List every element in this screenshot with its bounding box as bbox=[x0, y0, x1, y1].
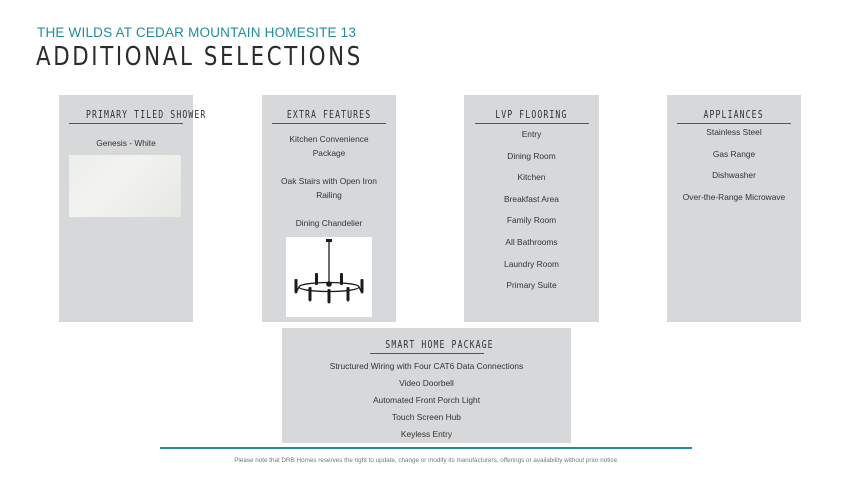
extra-item: Dining Chandelier bbox=[295, 218, 363, 228]
card-heading: APPLIANCES bbox=[677, 109, 791, 124]
card-extra-features bbox=[262, 95, 396, 322]
card-lvp-flooring bbox=[464, 95, 599, 322]
lvp-item: Laundry Room bbox=[504, 258, 559, 269]
card-heading: EXTRA FEATURES bbox=[272, 109, 386, 124]
extra-item: Railing bbox=[316, 190, 342, 200]
card-heading: PRIMARY TILED SHOWER bbox=[69, 109, 183, 124]
extra-item: Oak Stairs with Open Iron bbox=[281, 176, 377, 186]
smart-item: Structured Wiring with Four CAT6 Data Connections bbox=[329, 361, 524, 371]
smart-item: Automated Front Porch Light bbox=[372, 395, 481, 405]
card-heading: LVP FLOORING bbox=[475, 109, 589, 124]
card-primary-tiled-shower bbox=[59, 95, 207, 322]
lvp-item: Breakfast Area bbox=[504, 193, 559, 204]
extra-item: Kitchen Convenience bbox=[289, 134, 369, 144]
chandelier-icon bbox=[286, 237, 372, 317]
tile-swatch-image bbox=[69, 155, 181, 217]
card-smart-home-package bbox=[282, 328, 571, 443]
smart-item: Video Doorbell bbox=[399, 378, 454, 388]
chandelier-image bbox=[286, 237, 372, 317]
footer-disclaimer: Please note that DRB Homes reserves the right to update, change or modify its manufacturers, offerings or availability without prior notice. bbox=[234, 457, 619, 464]
page-subtitle: THE WILDS AT CEDAR MOUNTAIN HOMESITE 13 bbox=[37, 25, 357, 40]
appliance-item: Over-the-Range Microwave bbox=[682, 191, 786, 202]
smart-item: Keyless Entry bbox=[400, 429, 453, 439]
lvp-item: Dining Room bbox=[507, 150, 556, 161]
lvp-item: Entry bbox=[521, 129, 542, 139]
appliance-item: Dishwasher bbox=[712, 170, 756, 181]
lvp-item: Family Room bbox=[506, 215, 557, 226]
smart-item: Touch Screen Hub bbox=[392, 412, 461, 422]
lvp-item: Kitchen bbox=[517, 172, 546, 183]
card-appliances bbox=[667, 95, 801, 322]
appliance-item: Stainless Steel bbox=[706, 127, 762, 137]
page-title: ADDITIONAL SELECTIONS bbox=[36, 42, 363, 72]
appliance-item: Gas Range bbox=[712, 148, 756, 159]
card-heading: SMART HOME PACKAGE bbox=[370, 339, 484, 354]
lvp-item: Primary Suite bbox=[506, 280, 557, 291]
lvp-item: All Bathrooms bbox=[505, 236, 558, 247]
extra-item: Package bbox=[312, 148, 346, 158]
shower-item: Genesis - White bbox=[96, 138, 156, 148]
footer-divider bbox=[160, 447, 692, 449]
